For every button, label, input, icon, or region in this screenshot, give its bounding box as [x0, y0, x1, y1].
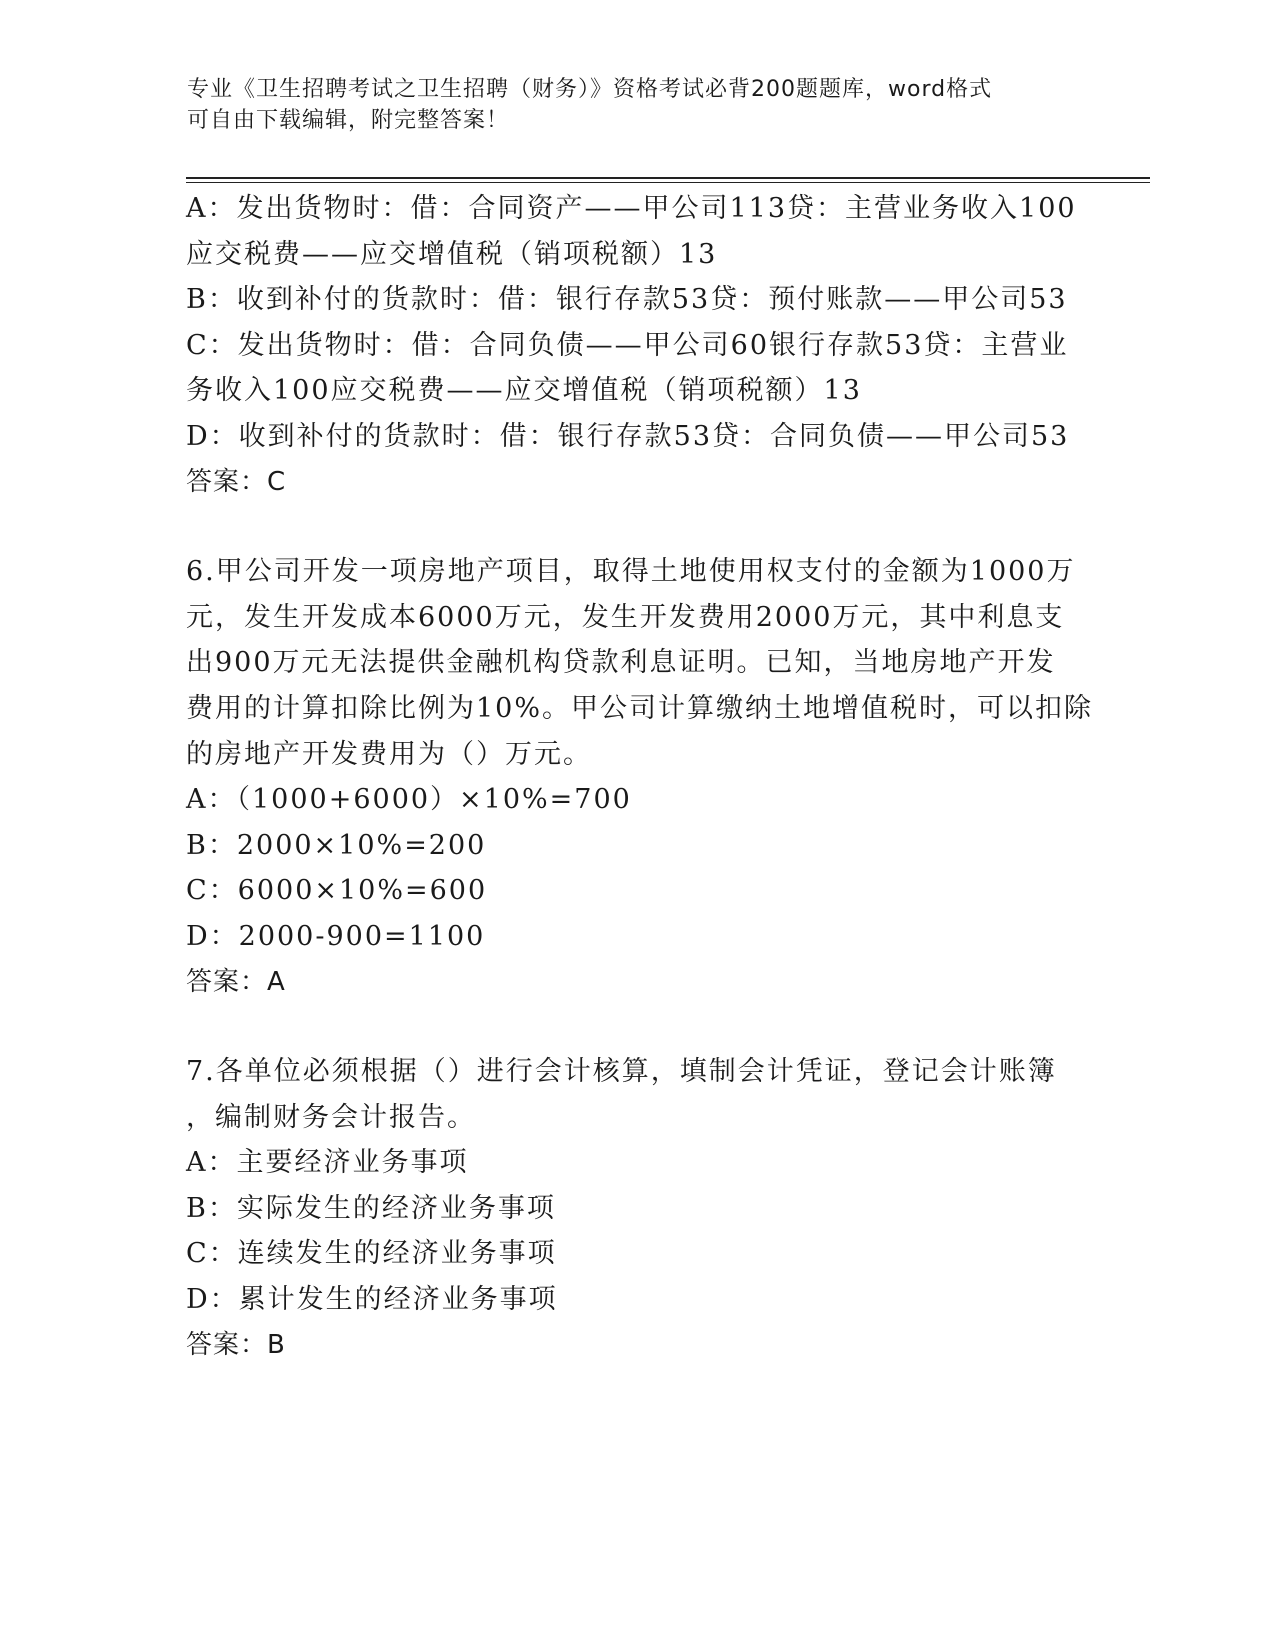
question-stem-line: 元，发生开发成本6000万元，发生开发费用2000万元，其中利息支: [186, 601, 1065, 633]
spacer: [186, 505, 1086, 549]
spacer: [186, 1005, 1086, 1049]
option-line: D：收到补付的货款时：借：银行存款53贷：合同负债——甲公司53: [186, 420, 1070, 452]
question-stem-line: 出900万元无法提供金融机构贷款利息证明。已知，当地房地产开发: [186, 647, 1056, 679]
header-divider: [186, 177, 1150, 183]
header-line-2: 可自由下载编辑，附完整答案！: [187, 108, 510, 133]
answer-label: 答案：A: [186, 966, 286, 997]
question-6: [186, 549, 1094, 1005]
question-stem-line: 费用的计算扣除比例为10%。甲公司计算缴纳土地增值税时，可以扣除: [186, 692, 1094, 724]
answer-label: 答案：C: [186, 466, 287, 497]
option-line: A：发出货物时：借：合同资产——甲公司113贷：主营业务收入100: [186, 193, 1077, 224]
page-header: [187, 74, 1087, 136]
option-line: 应交税费——应交增值税（销项税额）13: [186, 238, 718, 270]
option-d: D：累计发生的经济业务事项: [186, 1284, 558, 1316]
option-line: B：收到补付的货款时：借：银行存款53贷：预付账款——甲公司53: [186, 284, 1068, 316]
option-line: 务收入100应交税费——应交增值税（销项税额）13: [186, 375, 862, 407]
option-line: C：发出货物时：借：合同负债——甲公司60银行存款53贷：主营业: [186, 329, 1069, 361]
question-stem-line: ，编制财务会计报告。: [186, 1101, 476, 1133]
option-b: B：2000×10%=200: [186, 829, 487, 861]
question-stem-line: 6.甲公司开发一项房地产项目，取得土地使用权支付的金额为1000万: [186, 556, 1076, 588]
header-line-1: 专业《卫生招聘考试之卫生招聘（财务）》资格考试必背200题题库，word格式: [187, 77, 993, 102]
answer-label: 答案：B: [186, 1329, 286, 1360]
question-stem-line: 的房地产开发费用为（）万元。: [186, 738, 592, 770]
question-stem-line: 7.各单位必须根据（）进行会计核算，填制会计凭证，登记会计账簿: [186, 1056, 1057, 1088]
question-list: [186, 186, 1094, 1368]
option-a: A：（1000+6000）×10%=700: [186, 784, 632, 816]
question-7: [186, 1049, 1086, 1368]
option-b: B：实际发生的经济业务事项: [186, 1192, 556, 1224]
option-a: A：主要经济业务事项: [186, 1147, 469, 1179]
question-5: [186, 186, 1086, 505]
option-c: C：6000×10%=600: [186, 875, 488, 907]
option-c: C：连续发生的经济业务事项: [186, 1238, 557, 1270]
option-d: D：2000-900=1100: [186, 920, 486, 952]
